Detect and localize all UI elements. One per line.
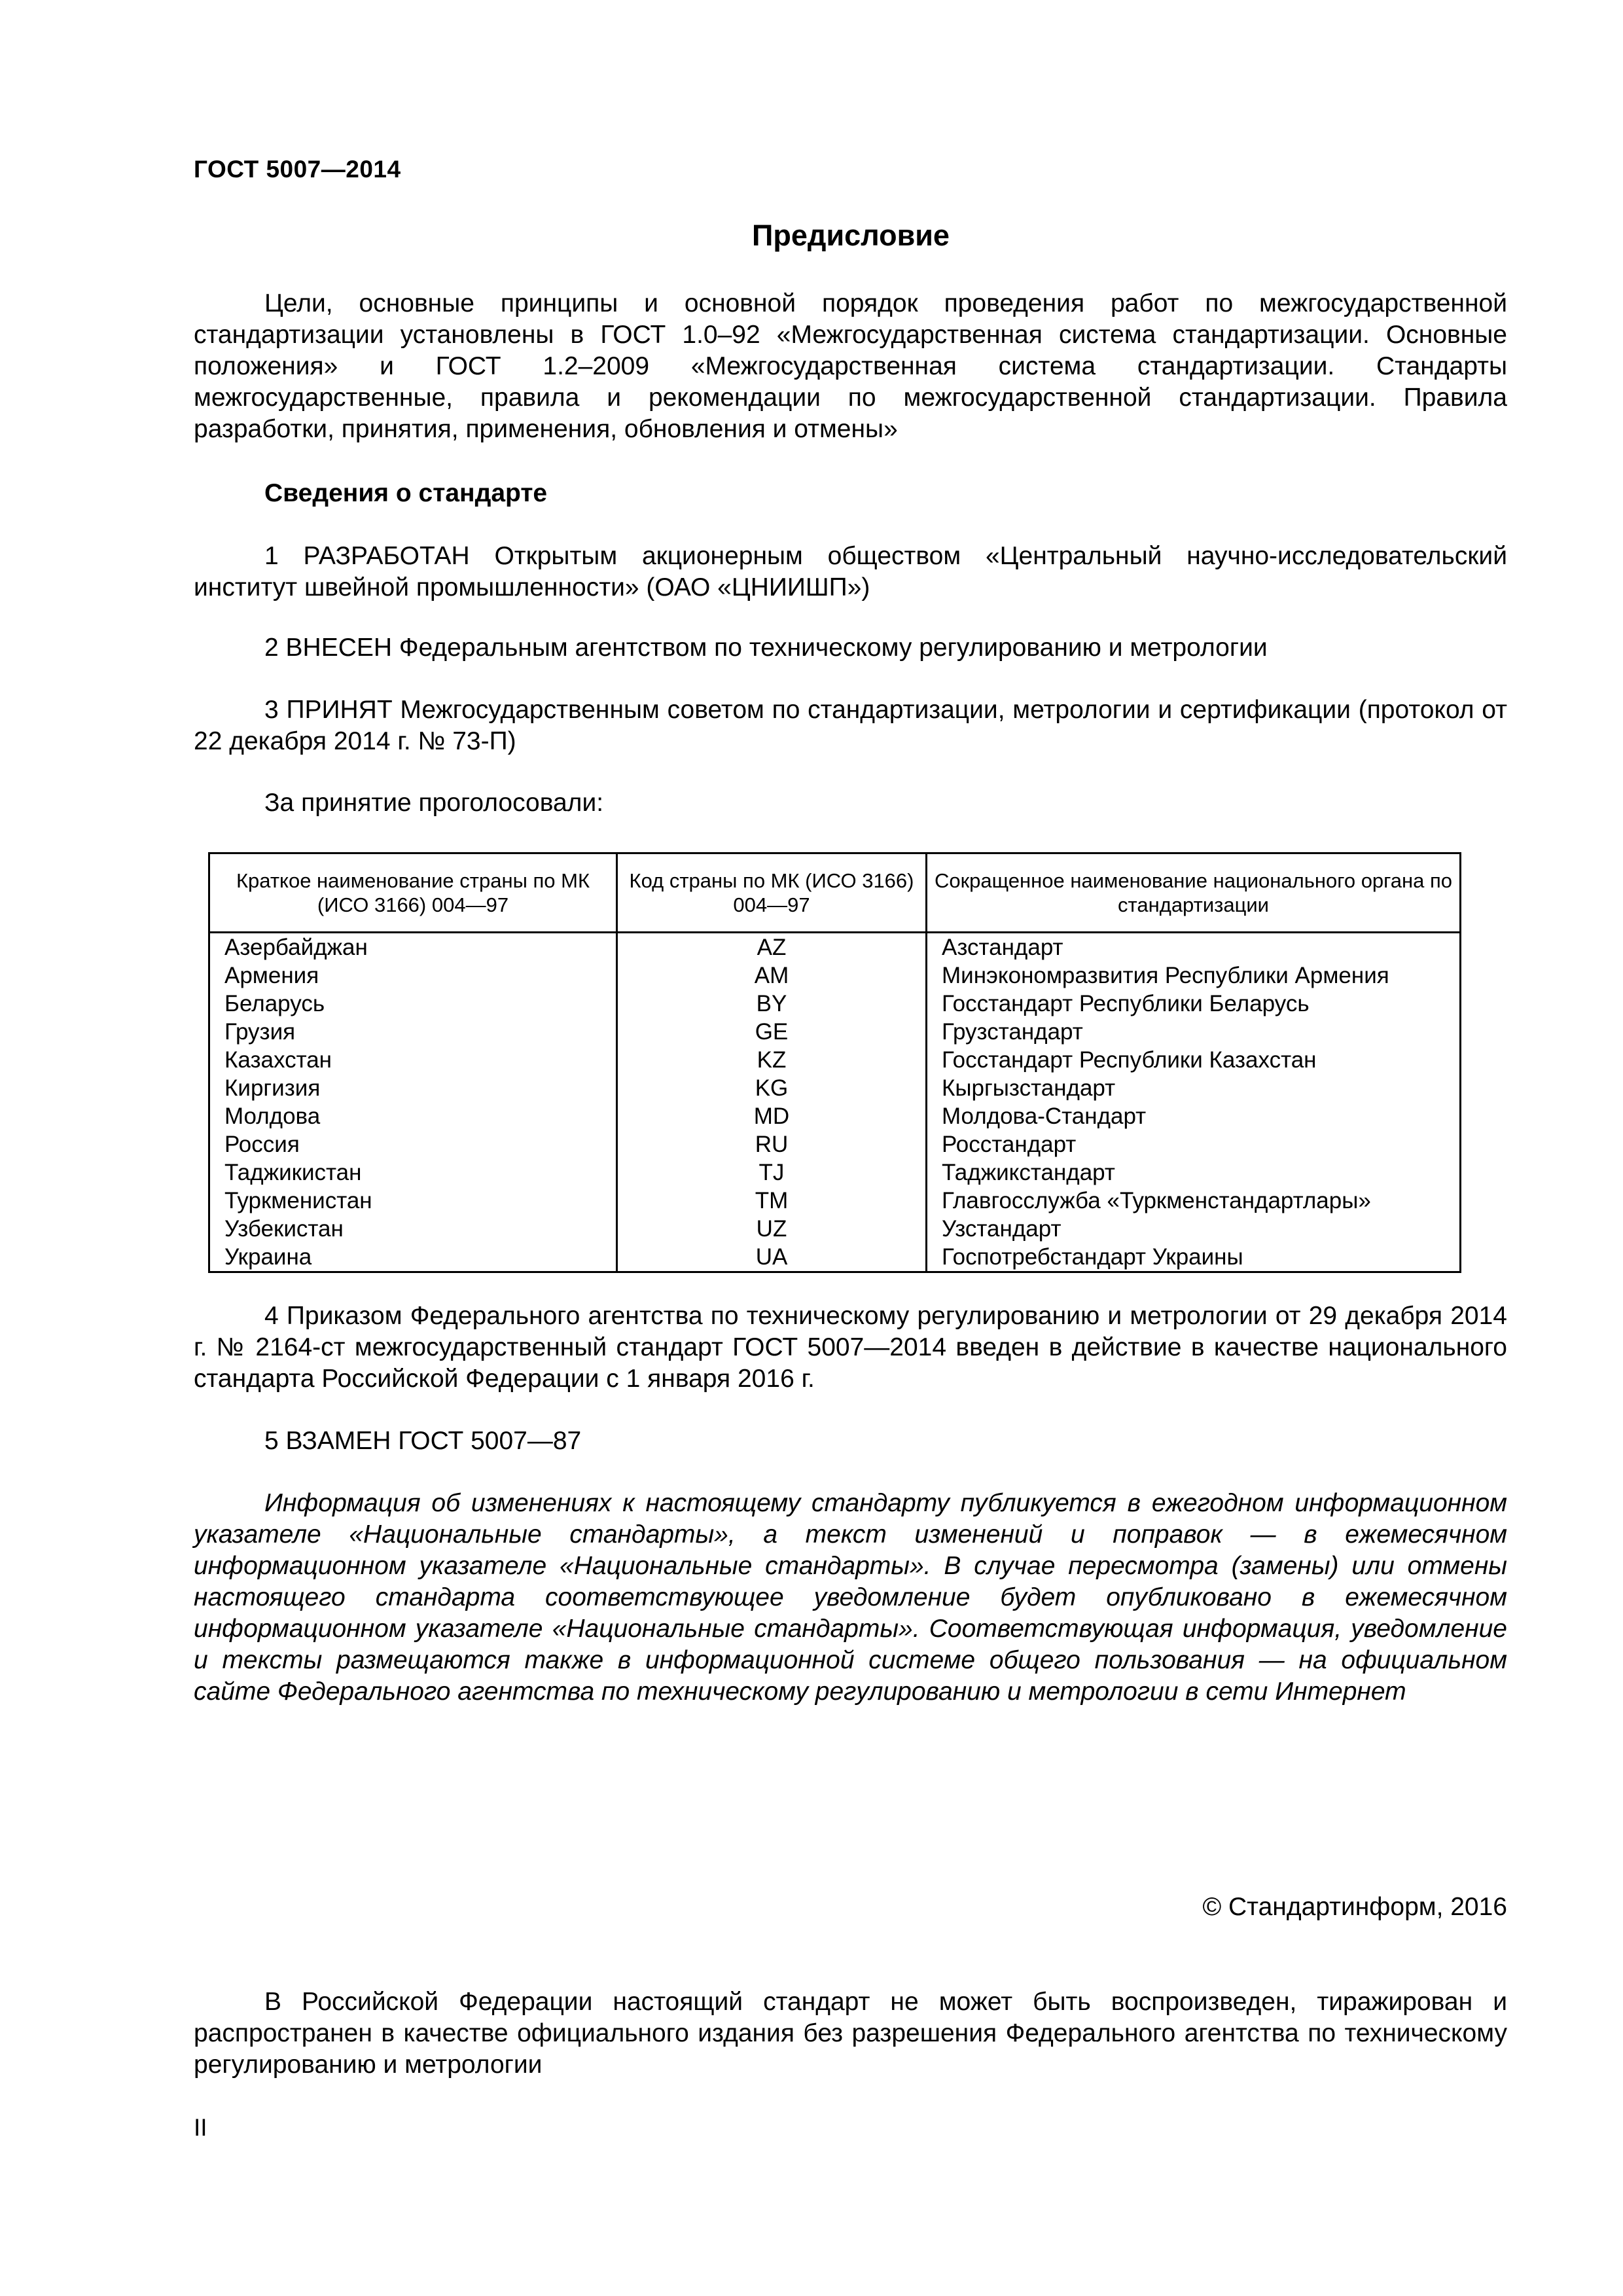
table-row	[209, 1158, 1461, 1187]
code-cell: GE	[617, 1018, 927, 1046]
table-row	[209, 990, 1461, 1018]
country-cell: Киргизия	[209, 1074, 617, 1102]
code-cell: TJ	[617, 1158, 927, 1187]
code-cell: TM	[617, 1187, 927, 1215]
intro-paragraph: Цели, основные принципы и основной порядок проведения работ по межгосударственной стандартизации установлены в ГОСТ 1.0–92 «Межгосударственная система стандартизации. Основные положения» и ГОСТ 1.2–2009 «Межгосударственная система стандартизации. Стандарты межгосударственные, правила и рекомендации по межгосударственной стандартизации. Правила разработки, принятия, применения, обновления и отмены»	[194, 289, 1507, 443]
code-cell: MD	[617, 1102, 927, 1130]
item-5-replaces: 5 ВЗАМЕН ГОСТ 5007—87	[264, 1427, 582, 1455]
table-row	[209, 1018, 1461, 1046]
amendments-info: Информация об изменениях к настоящему стандарту публикуется в ежегодном информационном указателе «Национальные стандарты», а текст изменений и поправок — в ежемесячном информационном указателе «Национальные стандарты». В случае пересмотра (замены) или отмены настоящего стандарта соответствующее уведомление будет опубликовано в ежемесячном информационном указателе «Национальные стандарты». Соответствующая информация, уведомление и тексты размещаются также в информационной системе общего пользования — на официальном сайте Федерального агентства по техническому регулированию и метрологии в сети Интернет	[194, 1489, 1507, 1706]
item-2-submitted: 2 ВНЕСЕН Федеральным агентством по техническому регулированию и метрологии	[264, 634, 1268, 662]
body-cell: Кыргызстандарт	[927, 1074, 1461, 1102]
country-cell: Беларусь	[209, 990, 617, 1018]
column-header-code: Код страны по МК (ИСО 3166) 004—97	[617, 853, 927, 933]
code-cell: BY	[617, 990, 927, 1018]
body-cell: Госстандарт Республики Казахстан	[927, 1046, 1461, 1074]
country-cell: Грузия	[209, 1018, 617, 1046]
table-row	[209, 1187, 1461, 1215]
country-cell: Казахстан	[209, 1046, 617, 1074]
country-cell: Россия	[209, 1130, 617, 1158]
country-cell: Таджикистан	[209, 1158, 617, 1187]
code-cell: AM	[617, 961, 927, 990]
table-row	[209, 933, 1461, 962]
page-number: II	[194, 2114, 207, 2141]
body-cell: Главгосслужба «Туркменстандартлары»	[927, 1187, 1461, 1215]
country-cell: Узбекистан	[209, 1215, 617, 1243]
body-cell: Минэкономразвития Республики Армения	[927, 961, 1461, 990]
code-cell: KZ	[617, 1046, 927, 1074]
table-row	[209, 1243, 1461, 1272]
column-header-body: Сокращенное наименование национального органа по стандартизации	[927, 853, 1461, 933]
table-row	[209, 1215, 1461, 1243]
page-title: Предисловие	[752, 219, 950, 252]
body-cell: Госпотребстандарт Украины	[927, 1243, 1461, 1272]
body-cell: Росстандарт	[927, 1130, 1461, 1158]
country-cell: Молдова	[209, 1102, 617, 1130]
voted-label: За принятие проголосовали:	[264, 789, 604, 817]
table-row	[209, 1074, 1461, 1102]
copyright-notice: © Стандартинформ, 2016	[1202, 1893, 1507, 1921]
body-cell: Госстандарт Республики Беларусь	[927, 990, 1461, 1018]
country-cell: Армения	[209, 961, 617, 990]
code-cell: RU	[617, 1130, 927, 1158]
section-subheading: Сведения о стандарте	[264, 479, 548, 507]
item-1-developed: 1 РАЗРАБОТАН Открытым акционерным обществом «Центральный научно-исследовательский институт швейной промышленности» (ОАО «ЦНИИШП»)	[194, 542, 1507, 601]
code-cell: UA	[617, 1243, 927, 1272]
country-cell: Украина	[209, 1243, 617, 1272]
table-row	[209, 1102, 1461, 1130]
body-cell: Узстандарт	[927, 1215, 1461, 1243]
document-header: ГОСТ 5007—2014	[194, 156, 401, 183]
body-cell: Грузстандарт	[927, 1018, 1461, 1046]
body-cell: Молдова-Стандарт	[927, 1102, 1461, 1130]
item-4-order: 4 Приказом Федерального агентства по техническому регулированию и метрологии от 29 декабря 2014 г. № 2164-ст межгосударственный стандарт ГОСТ 5007—2014 введен в действие в качестве национального стандарта Российской Федерации с 1 января 2016 г.	[194, 1302, 1507, 1393]
table-row	[209, 1130, 1461, 1158]
country-cell: Туркменистан	[209, 1187, 617, 1215]
column-header-country: Краткое наименование страны по МК (ИСО 3166) 004—97	[209, 853, 617, 933]
table-row	[209, 1046, 1461, 1074]
table-header-row	[209, 853, 1461, 933]
voting-countries-table	[208, 852, 1461, 1273]
body-cell: Азстандарт	[927, 933, 1461, 962]
country-cell: Азербайджан	[209, 933, 617, 962]
table-row	[209, 961, 1461, 990]
code-cell: UZ	[617, 1215, 927, 1243]
body-cell: Таджикстандарт	[927, 1158, 1461, 1187]
reproduction-notice: В Российской Федерации настоящий стандарт не может быть воспроизведен, тиражирован и распространен в качестве официального издания без разрешения Федерального агентства по техническому регулированию и метрологии	[194, 1988, 1507, 2079]
code-cell: AZ	[617, 933, 927, 962]
item-3-adopted: 3 ПРИНЯТ Межгосударственным советом по стандартизации, метрологии и сертификации (протокол от 22 декабря 2014 г. № 73-П)	[194, 696, 1507, 755]
code-cell: KG	[617, 1074, 927, 1102]
